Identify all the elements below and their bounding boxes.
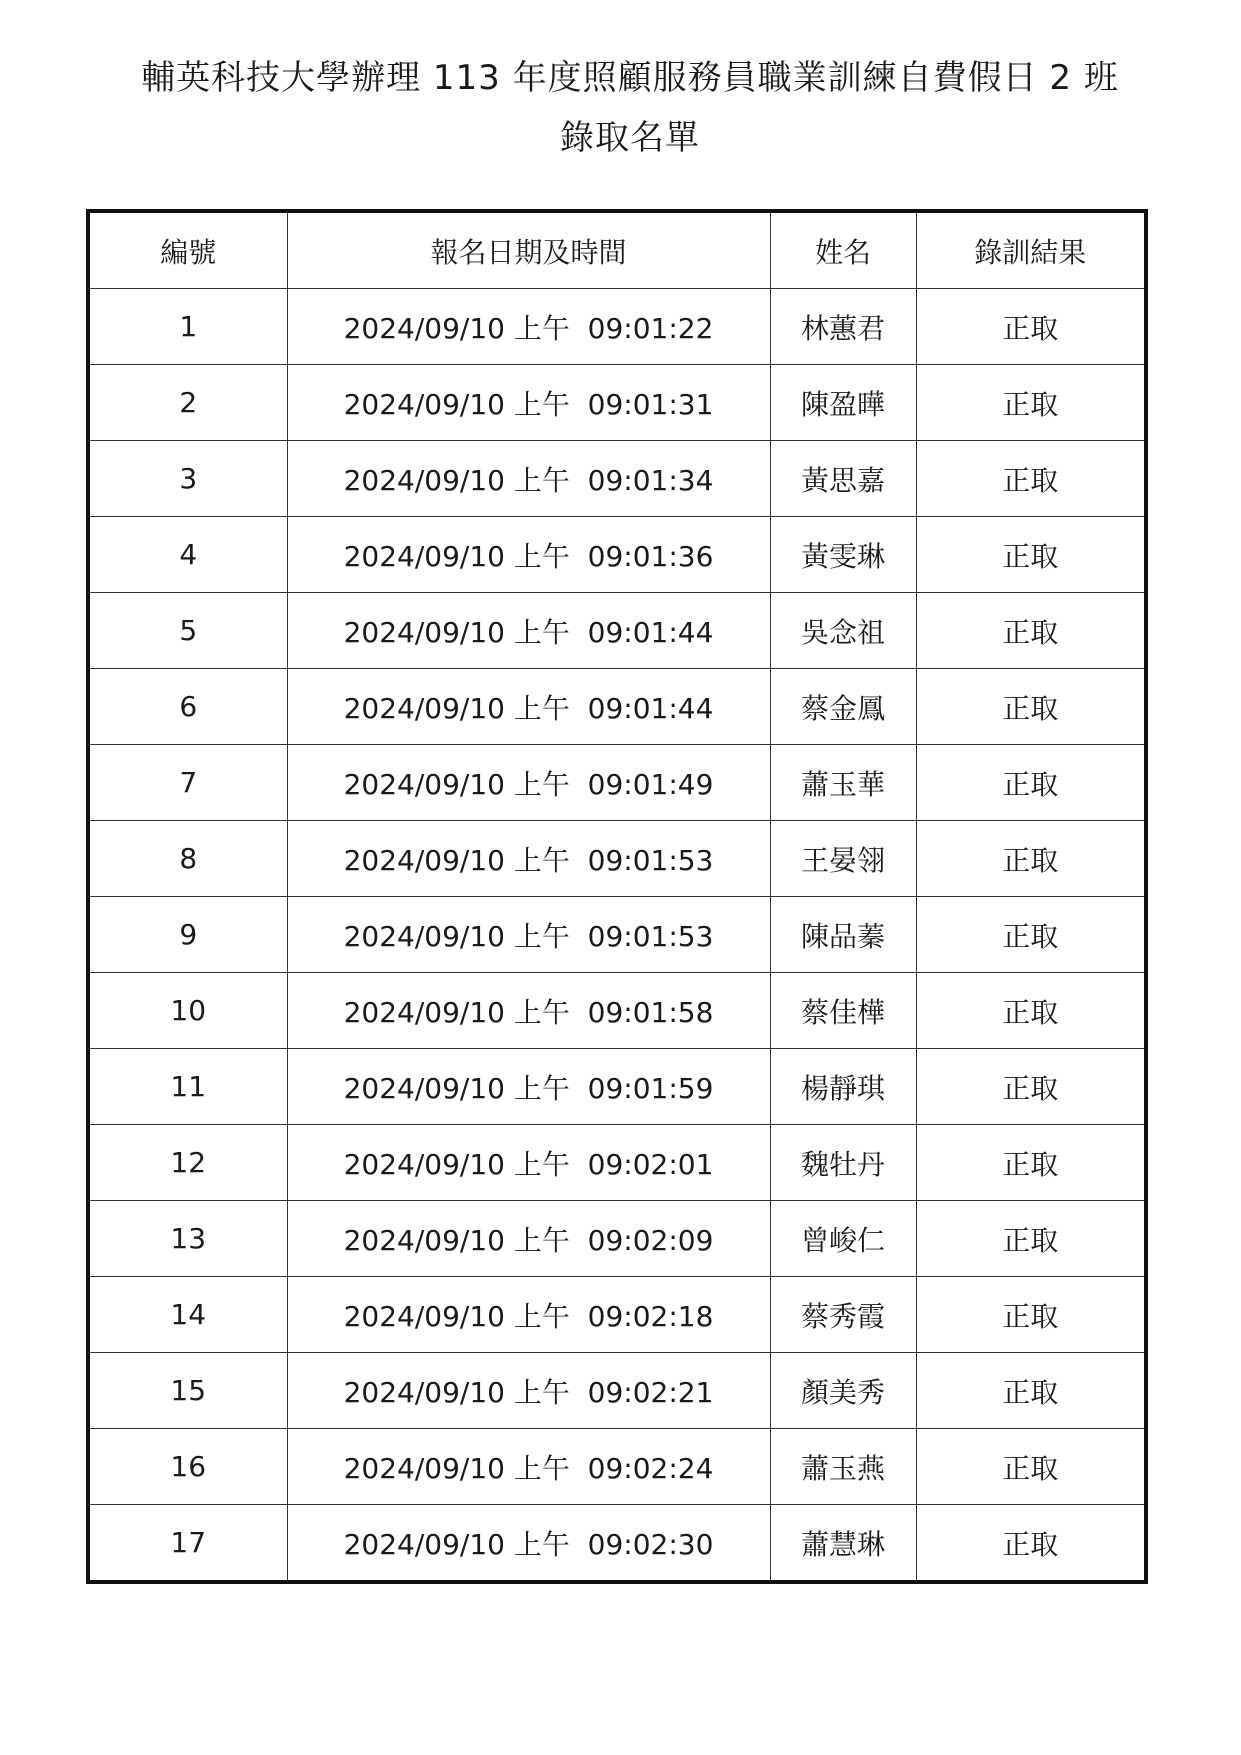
datetime-cell: 2024/09/10 上午 09:01:44 [287,669,770,745]
result-cell: 正取 [916,897,1146,973]
name-cell: 蕭玉華 [770,745,916,821]
name-cell: 黃思嘉 [770,441,916,517]
datetime-cell: 2024/09/10 上午 09:02:01 [287,1125,770,1201]
table-header-row [88,211,1146,289]
header-registration-datetime: 報名日期及時間 [287,211,770,289]
result-cell: 正取 [916,973,1146,1049]
number-cell: 16 [88,1429,287,1505]
result-cell: 正取 [916,1049,1146,1125]
number-cell: 8 [88,821,287,897]
datetime-cell: 2024/09/10 上午 09:02:18 [287,1277,770,1353]
header-admission-result: 錄訓結果 [916,211,1146,289]
datetime-cell: 2024/09/10 上午 09:02:21 [287,1353,770,1429]
number-cell: 5 [88,593,287,669]
name-cell: 蕭慧琳 [770,1505,916,1583]
name-cell: 王晏翎 [770,821,916,897]
number-cell: 10 [88,973,287,1049]
name-cell: 魏牡丹 [770,1125,916,1201]
name-cell: 顏美秀 [770,1353,916,1429]
number-cell: 15 [88,1353,287,1429]
name-cell: 曾峻仁 [770,1201,916,1277]
number-cell: 1 [88,289,287,365]
datetime-cell: 2024/09/10 上午 09:01:53 [287,821,770,897]
document-title-line1: 輔英科技大學辦理 113 年度照顧服務員職業訓練自費假日 2 班 [141,58,1119,98]
result-cell: 正取 [916,1505,1146,1583]
result-cell: 正取 [916,593,1146,669]
name-cell: 蔡佳樺 [770,973,916,1049]
document-title [0,48,1241,168]
result-cell: 正取 [916,745,1146,821]
name-cell: 蔡金鳳 [770,669,916,745]
result-cell: 正取 [916,365,1146,441]
result-cell: 正取 [916,517,1146,593]
datetime-cell: 2024/09/10 上午 09:01:31 [287,365,770,441]
result-cell: 正取 [916,1429,1146,1505]
datetime-cell: 2024/09/10 上午 09:02:09 [287,1201,770,1277]
name-cell: 陳品蓁 [770,897,916,973]
header-number: 編號 [88,211,287,289]
result-cell: 正取 [916,1353,1146,1429]
table-body [88,289,1146,1583]
number-cell: 11 [88,1049,287,1125]
result-cell: 正取 [916,1201,1146,1277]
table-row [88,745,1146,821]
table-row [88,1125,1146,1201]
name-cell: 蕭玉燕 [770,1429,916,1505]
result-cell: 正取 [916,821,1146,897]
datetime-cell: 2024/09/10 上午 09:01:59 [287,1049,770,1125]
table-row [88,441,1146,517]
datetime-cell: 2024/09/10 上午 09:02:30 [287,1505,770,1583]
number-cell: 9 [88,897,287,973]
result-cell: 正取 [916,289,1146,365]
datetime-cell: 2024/09/10 上午 09:01:36 [287,517,770,593]
number-cell: 12 [88,1125,287,1201]
datetime-cell: 2024/09/10 上午 09:01:34 [287,441,770,517]
table-row [88,897,1146,973]
table-row [88,1353,1146,1429]
datetime-cell: 2024/09/10 上午 09:01:49 [287,745,770,821]
datetime-cell: 2024/09/10 上午 09:01:58 [287,973,770,1049]
result-cell: 正取 [916,441,1146,517]
datetime-cell: 2024/09/10 上午 09:01:22 [287,289,770,365]
document-title-line2: 錄取名單 [560,118,700,158]
number-cell: 7 [88,745,287,821]
table-row [88,593,1146,669]
number-cell: 13 [88,1201,287,1277]
table-row [88,1505,1146,1583]
datetime-cell: 2024/09/10 上午 09:01:44 [287,593,770,669]
name-cell: 楊靜琪 [770,1049,916,1125]
table-row [88,821,1146,897]
number-cell: 3 [88,441,287,517]
table-row [88,365,1146,441]
name-cell: 林蕙君 [770,289,916,365]
number-cell: 14 [88,1277,287,1353]
admission-list-table [86,209,1148,1584]
table-row [88,289,1146,365]
name-cell: 黃雯琳 [770,517,916,593]
result-cell: 正取 [916,669,1146,745]
number-cell: 4 [88,517,287,593]
datetime-cell: 2024/09/10 上午 09:02:24 [287,1429,770,1505]
number-cell: 2 [88,365,287,441]
result-cell: 正取 [916,1277,1146,1353]
table-row [88,1277,1146,1353]
number-cell: 6 [88,669,287,745]
name-cell: 蔡秀霞 [770,1277,916,1353]
table-row [88,517,1146,593]
header-name: 姓名 [770,211,916,289]
table-row [88,1429,1146,1505]
result-cell: 正取 [916,1125,1146,1201]
number-cell: 17 [88,1505,287,1583]
datetime-cell: 2024/09/10 上午 09:01:53 [287,897,770,973]
table-row [88,973,1146,1049]
table-row [88,1201,1146,1277]
table-row [88,669,1146,745]
table-row [88,1049,1146,1125]
name-cell: 吳念祖 [770,593,916,669]
name-cell: 陳盈曄 [770,365,916,441]
